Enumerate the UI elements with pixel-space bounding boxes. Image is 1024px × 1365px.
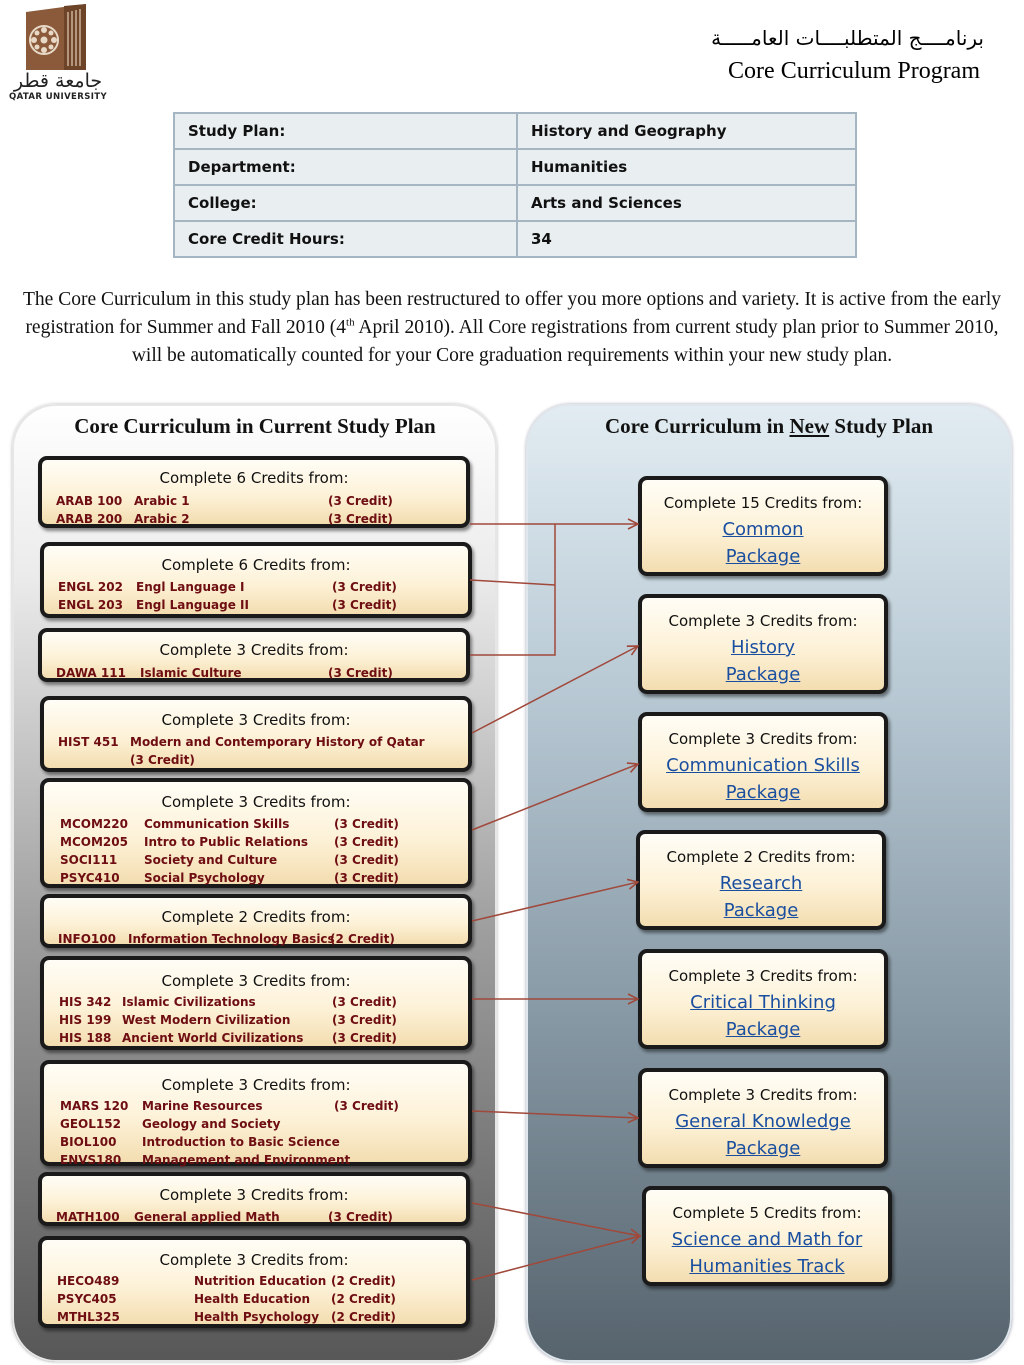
course-group-box — [38, 628, 470, 682]
course-code: MCOM220 — [60, 817, 128, 831]
new-plan-title-prefix: Core Curriculum in — [604, 414, 790, 438]
package-name-line1[interactable]: Critical Thinking — [690, 992, 836, 1013]
package-link[interactable] — [646, 1226, 888, 1280]
package-header: Complete 3 Credits from: — [668, 1086, 858, 1104]
course-code: GEOL152 — [60, 1117, 121, 1131]
course-credit: (3 Credit) — [332, 580, 397, 594]
course-code: MARS 120 — [60, 1099, 129, 1113]
package-header: Complete 3 Credits from: — [668, 612, 858, 630]
current-plan-title: Core Curriculum in Current Study Plan — [74, 414, 436, 438]
course-code: DAWA 111 — [56, 666, 126, 680]
course-code: MATH100 — [56, 1210, 120, 1224]
course-credit: (3 Credit) — [130, 753, 195, 767]
university-name-arabic: جامعة قطر — [13, 70, 103, 92]
course-title: Health Education — [194, 1292, 311, 1306]
course-credit: (3 Credit) — [334, 871, 399, 885]
package-link[interactable] — [642, 634, 884, 688]
course-code: PSYC410 — [60, 871, 120, 885]
course-group-box — [38, 1172, 470, 1226]
course-title: Communication Skills — [144, 817, 290, 831]
package-name-line2[interactable]: Package — [725, 546, 801, 567]
package-header: Complete 3 Credits from: — [668, 730, 858, 748]
course-code: ARAB 100 — [56, 494, 123, 508]
college-value: Arts and Sciences — [517, 185, 856, 221]
course-group-box — [40, 778, 472, 888]
table-row — [174, 221, 856, 257]
package-name-line2[interactable]: Humanities Track — [689, 1256, 845, 1277]
course-group-header: Complete 2 Credits from: — [161, 908, 351, 926]
package-name-line1[interactable]: Common — [722, 519, 804, 540]
course-code: ENGL 202 — [58, 580, 123, 594]
course-credit: (2 Credit) — [330, 932, 395, 946]
course-code: HECO489 — [57, 1274, 120, 1288]
intro-text-start: The Core Curriculum in this study plan has been restructured to offer you more options and variety. It is active from the early registration for Summer and Fall 2010 (4 — [23, 289, 1001, 338]
new-plan-title-suffix: Study Plan — [829, 414, 934, 438]
course-credit: (3 Credit) — [332, 1013, 397, 1027]
intro-ordinal-suffix: th — [346, 316, 355, 329]
course-title: Arabic 2 — [134, 512, 190, 526]
package-header: Complete 3 Credits from: — [668, 967, 858, 985]
study-plan-value: History and Geography — [517, 113, 856, 149]
course-credit: (3 Credit) — [328, 512, 393, 526]
package-link[interactable] — [642, 989, 884, 1043]
course-code: MTHL325 — [57, 1310, 120, 1324]
course-credit: (3 Credit) — [334, 853, 399, 867]
course-title: Islamic Civilizations — [122, 995, 256, 1009]
course-title: Islamic Culture — [140, 666, 242, 680]
department-value: Humanities — [517, 149, 856, 185]
package-name-line1[interactable]: Science and Math for — [671, 1229, 863, 1250]
course-group-box — [38, 1236, 470, 1328]
package-box — [636, 830, 886, 930]
course-group-header: Complete 6 Credits from: — [159, 469, 349, 487]
course-group-box — [40, 542, 472, 618]
course-group-header: Complete 3 Credits from: — [161, 793, 351, 811]
study-plan-label: Study Plan: — [174, 113, 517, 149]
table-row — [174, 185, 856, 221]
course-credit: (3 Credit) — [332, 995, 397, 1009]
course-credit: (3 Credit) — [334, 817, 399, 831]
package-box — [638, 476, 888, 576]
course-title: Management and Environment — [142, 1153, 351, 1167]
course-group-header: Complete 3 Credits from: — [161, 1076, 351, 1094]
course-code: HIS 199 — [59, 1013, 112, 1027]
package-header: Complete 2 Credits from: — [666, 848, 856, 866]
course-title: Geology and Society — [142, 1117, 281, 1131]
course-code: ENVS180 — [60, 1153, 122, 1167]
course-title: Intro to Public Relations — [144, 835, 309, 849]
intro-text-end: April 2010). All Core registrations from current study plan prior to Summer 2010, will be automatically counted for your Core graduation requirements within your new study plan. — [131, 317, 999, 366]
course-credit: (3 Credit) — [334, 1099, 399, 1113]
college-label: College: — [174, 185, 517, 221]
course-code: MCOM205 — [60, 835, 128, 849]
course-title: Social Psychology — [144, 871, 265, 885]
course-title: Marine Resources — [142, 1099, 263, 1113]
course-title: Information Technology Basics — [128, 932, 335, 946]
program-title-arabic: برنامــــج المتطلبــــات العامـــــة — [711, 26, 984, 50]
table-row — [174, 149, 856, 185]
package-name-line1[interactable]: Research — [719, 873, 803, 894]
package-box — [638, 594, 888, 694]
course-credit: (3 Credit) — [328, 666, 393, 680]
course-code: HIS 188 — [59, 1031, 112, 1045]
package-box — [638, 949, 888, 1049]
course-credit: (3 Credit) — [332, 598, 397, 612]
course-code: PSYC405 — [57, 1292, 117, 1306]
course-group-box — [40, 894, 472, 948]
new-plan-title — [530, 414, 1008, 439]
course-title: Engl Language I — [136, 580, 245, 594]
department-label: Department: — [174, 149, 517, 185]
package-name-line2[interactable]: Package — [725, 664, 801, 685]
package-link[interactable] — [642, 1108, 884, 1162]
course-group-header: Complete 3 Credits from: — [159, 1251, 349, 1269]
course-group-header: Complete 6 Credits from: — [161, 556, 351, 574]
course-code: INFO100 — [58, 932, 116, 946]
core-credit-hours-value: 34 — [517, 221, 856, 257]
package-link[interactable] — [642, 752, 884, 806]
course-title: Nutrition Education — [194, 1274, 327, 1288]
course-code: ENGL 203 — [58, 598, 123, 612]
package-box — [642, 1186, 892, 1286]
intro-paragraph — [22, 286, 1002, 370]
package-link[interactable] — [642, 516, 884, 570]
study-plan-info-table — [173, 112, 857, 258]
course-credit: (3 Credit) — [328, 1210, 393, 1224]
course-title: Arabic 1 — [134, 494, 190, 508]
course-group-header: Complete 3 Credits from: — [159, 641, 349, 659]
core-credit-hours-label: Core Credit Hours: — [174, 221, 517, 257]
table-row — [174, 113, 856, 149]
course-group-header: Complete 3 Credits from: — [161, 972, 351, 990]
course-group-box — [40, 696, 472, 772]
course-credit: (3 Credit) — [328, 494, 393, 508]
package-name-line1[interactable]: Communication Skills — [666, 755, 860, 776]
course-title: Ancient World Civilizations — [122, 1031, 304, 1045]
course-group-box — [40, 956, 472, 1050]
course-title: Society and Culture — [144, 853, 278, 867]
program-title-english: Core Curriculum Program — [728, 58, 980, 84]
package-box — [638, 1068, 888, 1168]
course-code: HIS 342 — [59, 995, 112, 1009]
new-plan-title-emphasis: New — [789, 414, 830, 438]
course-code: BIOL100 — [60, 1135, 117, 1149]
package-header: Complete 15 Credits from: — [663, 494, 863, 512]
package-link[interactable] — [640, 870, 882, 924]
course-credit: (2 Credit) — [331, 1310, 396, 1324]
course-credit: (3 Credit) — [334, 835, 399, 849]
package-name-line2[interactable]: Package — [725, 1138, 801, 1159]
package-name-line2[interactable]: Package — [723, 900, 799, 921]
course-title: Introduction to Basic Science — [142, 1135, 340, 1149]
course-title: Health Psychology — [194, 1310, 320, 1324]
package-name-line2[interactable]: Package — [725, 1019, 801, 1040]
course-group-header: Complete 3 Credits from: — [159, 1186, 349, 1204]
package-header: Complete 5 Credits from: — [672, 1204, 862, 1222]
package-box — [638, 712, 888, 812]
course-title: Engl Language II — [136, 598, 249, 612]
package-name-line2[interactable]: Package — [725, 782, 801, 803]
course-title: General applied Math — [134, 1210, 280, 1224]
course-title: Modern and Contemporary History of Qatar — [130, 735, 425, 749]
course-group-box — [38, 456, 470, 528]
course-group-header: Complete 3 Credits from: — [161, 711, 351, 729]
course-credit: (2 Credit) — [331, 1274, 396, 1288]
course-code: HIST 451 — [58, 735, 119, 749]
university-name-english: QATAR UNIVERSITY — [8, 92, 108, 102]
course-code: ARAB 200 — [56, 512, 123, 526]
package-name-line1[interactable]: History — [730, 637, 796, 658]
course-group-box — [40, 1060, 472, 1166]
course-credit: (2 Credit) — [331, 1292, 396, 1306]
course-credit: (3 Credit) — [332, 1031, 397, 1045]
course-title: West Modern Civilization — [122, 1013, 291, 1027]
package-name-line1[interactable]: General Knowledge — [675, 1111, 851, 1132]
course-code: SOCI111 — [60, 853, 118, 867]
